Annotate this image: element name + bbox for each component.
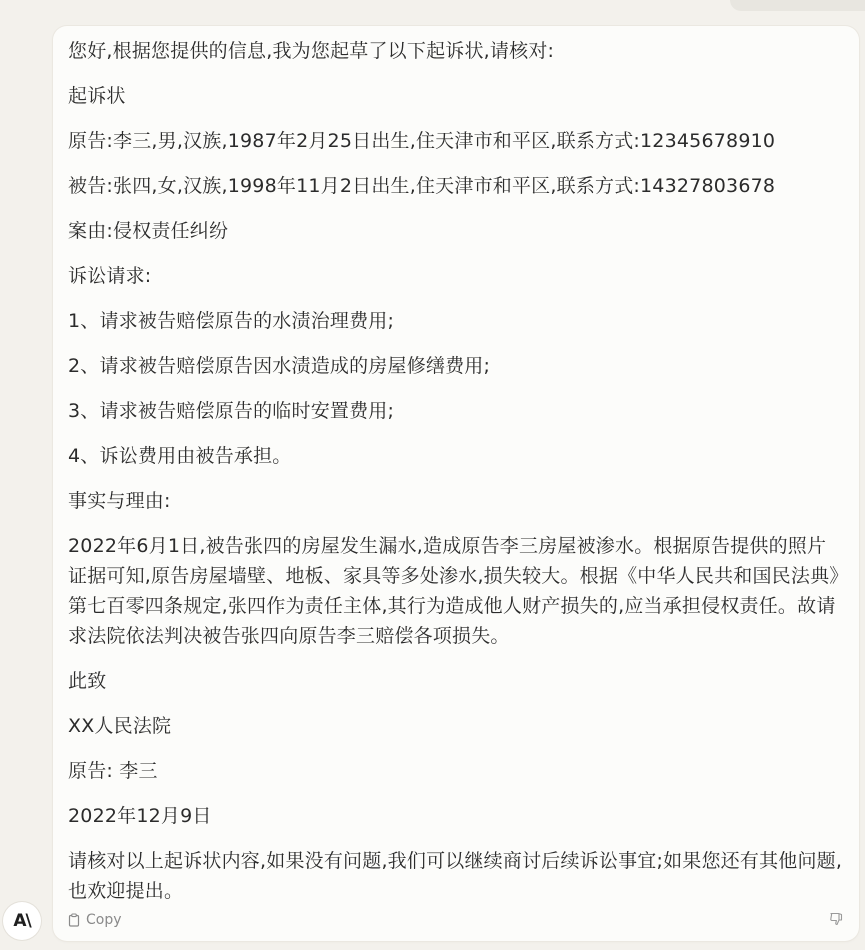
claims-heading: 诉讼请求:: [68, 265, 152, 287]
claim-item: 3、请求被告赔偿原告的临时安置费用;: [68, 400, 395, 422]
top-tab-edge: [730, 0, 865, 11]
assistant-message-card: [53, 26, 859, 941]
salutation: 此致: [68, 670, 107, 692]
message-footer: [68, 909, 844, 931]
claim-item: 1、请求被告赔偿原告的水渍治理费用;: [68, 310, 395, 332]
court-name: XX人民法院: [68, 715, 172, 737]
closing-note: 请核对以上起诉状内容,如果没有问题,我们可以继续商讨后续诉讼事宜;如果您还有其他问题,也欢迎提出。: [68, 850, 843, 902]
facts-heading: 事实与理由:: [68, 490, 171, 512]
facts-body: 2022年6月1日,被告张四的房屋发生漏水,造成原告李三房屋被渗水。根据原告提供的照片证据可知,原告房屋墙壁、地板、家具等多处渗水,损失较大。根据《中华人民共和国民法典》第七百零四条规定,张四作为责任主体,其行为造成他人财产损失的,应当承担侵权责任。故请求法院依法判决被告张四向原告李三赔偿各项损失。: [68, 535, 839, 647]
document-title: 起诉状: [68, 85, 126, 107]
document-date: 2022年12月9日: [68, 805, 212, 827]
plaintiff-info: 原告:李三,男,汉族,1987年2月25日出生,住天津市和平区,联系方式:12345678910: [68, 130, 776, 152]
assistant-logo: A\: [13, 911, 31, 931]
defendant-info: 被告:张四,女,汉族,1998年11月2日出生,住天津市和平区,联系方式:14327803678: [68, 175, 776, 197]
message-content: [68, 36, 844, 921]
copy-label: Copy: [86, 912, 122, 928]
message-paragraph: 您好,根据您提供的信息,我为您起草了以下起诉状,请核对:: [68, 40, 555, 62]
signature-plaintiff: 原告: 李三: [68, 760, 158, 782]
case-cause: 案由:侵权责任纠纷: [68, 220, 229, 242]
copy-button[interactable]: [68, 912, 122, 928]
clipboard-icon: [68, 913, 80, 927]
assistant-avatar: [3, 902, 41, 940]
feedback-button[interactable]: [829, 911, 844, 930]
claim-item: 2、请求被告赔偿原告因水渍造成的房屋修缮费用;: [68, 355, 491, 377]
thumbs-down-icon: [829, 911, 844, 930]
claim-item: 4、诉讼费用由被告承担。: [68, 445, 292, 467]
